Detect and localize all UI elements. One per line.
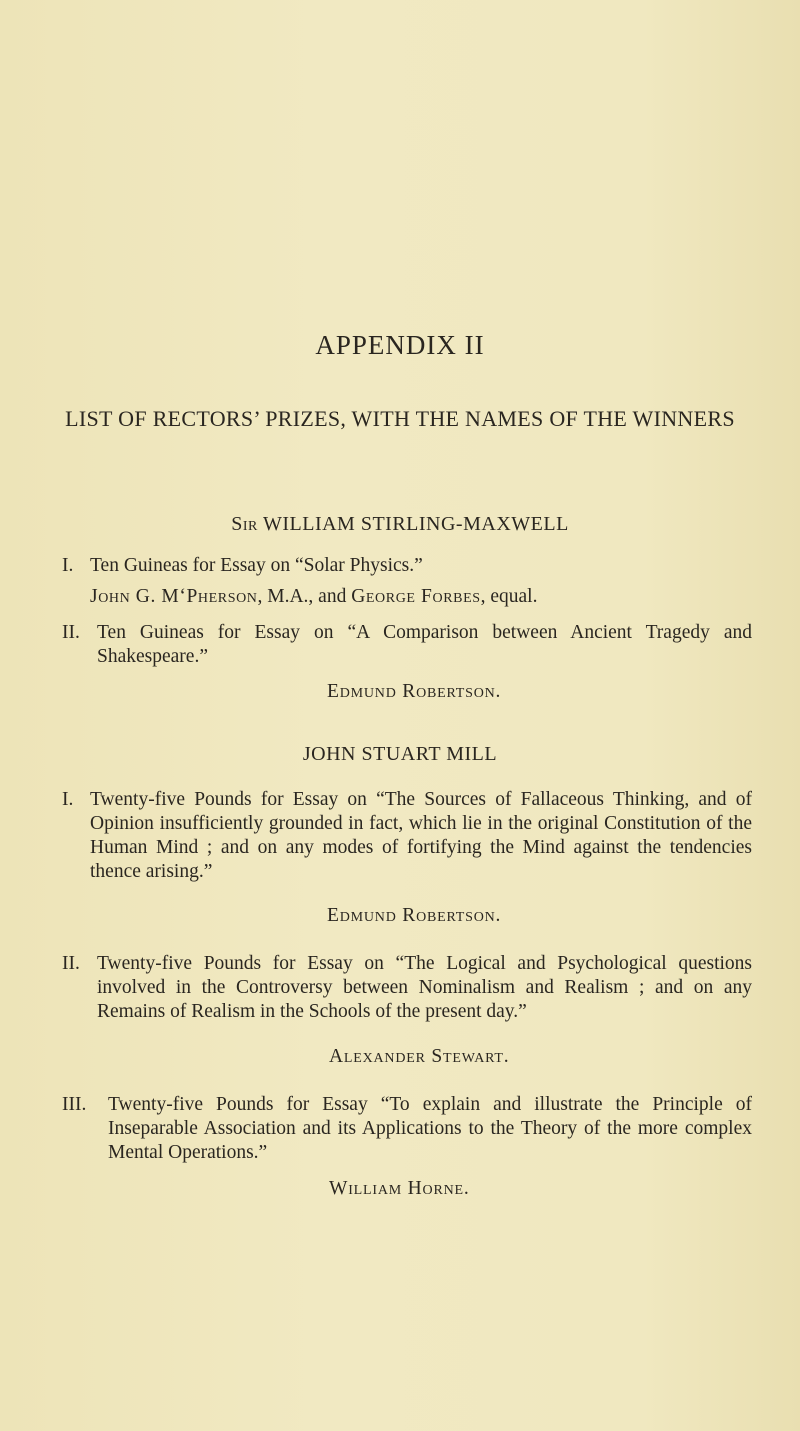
heading-name: JOHN STUART MILL <box>302 743 498 765</box>
prize-numeral: II. <box>62 622 80 643</box>
prize-text: Ten Guineas for Essay on “Solar Physics.” <box>90 555 423 576</box>
section-heading-john-stuart-mill <box>0 743 800 766</box>
heading-prefix: Sir <box>231 513 258 535</box>
prize-numeral: I. <box>62 789 74 810</box>
prize-text: Twenty-five Pounds for Essay on “The Sources of Fallaceous Thinking, and of Opinion insufficiently grounded in fact, which lie in the original Constitution of the Human Mind ; and on any modes of fortifying the Mind against the tendencies thence arising.” <box>90 789 752 882</box>
prize-text: Twenty-five Pounds for Essay “To explain and illustrate the Principle of Inseparable Association and its Applications to the Theory of the more complex Mental Operations.” <box>108 1094 752 1163</box>
list-title: LIST OF RECTORS’ PRIZES, WITH THE NAMES OF THE WINNERS <box>65 406 735 431</box>
winner-name: John G. M‘Pherson <box>90 586 258 607</box>
prize-text: Ten Guineas for Essay on “A Comparison between Ancient Tragedy and Shakespeare.” <box>97 622 752 667</box>
winner-name: William Horne. <box>329 1178 470 1199</box>
winner-name: Alexander Stewart. <box>329 1046 510 1067</box>
prize-numeral: I. <box>62 555 74 576</box>
prize-item <box>62 554 752 578</box>
heading-name: WILLIAM STIRLING-MAXWELL <box>262 513 569 535</box>
prize-item <box>62 1093 752 1165</box>
prize-winners <box>90 586 537 608</box>
prize-text: Twenty-five Pounds for Essay on “The Logical and Psychological questions involved in the Controversy between Nominalism and Realism ; and on any Remains of Realism in the Schools of the present day.” <box>97 953 752 1022</box>
prize-numeral: II. <box>62 953 80 974</box>
winner-tail: , equal. <box>480 586 538 607</box>
prize-item <box>62 788 752 884</box>
winner-connector: , M.A., and <box>257 586 352 607</box>
winner-name: Edmund Robertson. <box>327 681 502 702</box>
appendix-title: APPENDIX II <box>315 330 485 360</box>
section-heading-stirling-maxwell <box>0 513 800 536</box>
prize-item <box>62 952 752 1024</box>
prize-item <box>62 621 752 669</box>
prize-numeral: III. <box>62 1094 87 1115</box>
winner-name: Edmund Robertson. <box>327 905 502 926</box>
winner-name: George Forbes <box>351 586 481 607</box>
